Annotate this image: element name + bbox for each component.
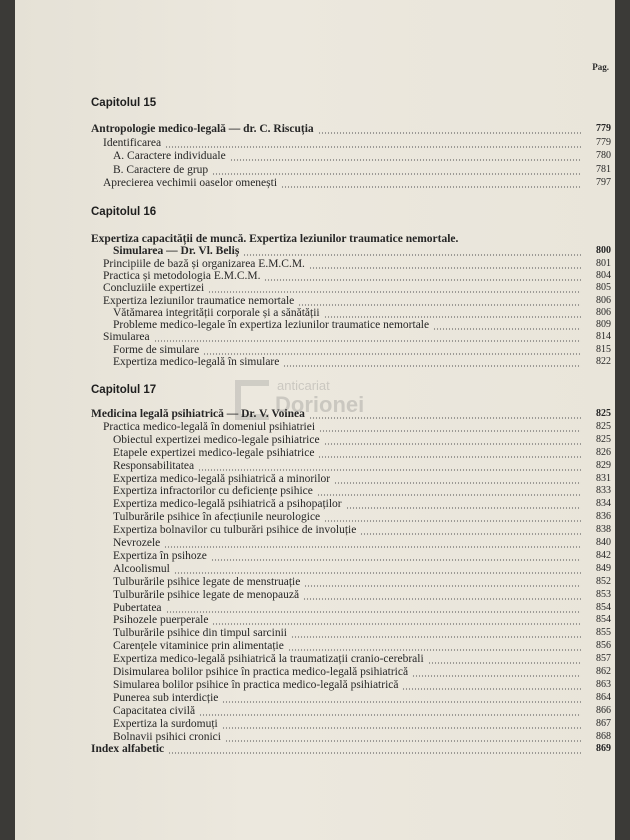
toc-page-number: 833 bbox=[596, 485, 611, 497]
dot-leader bbox=[318, 456, 581, 458]
dot-leader bbox=[174, 572, 581, 574]
toc-entry bbox=[15, 434, 615, 446]
toc-page-number: 857 bbox=[596, 653, 611, 665]
dot-leader bbox=[230, 159, 581, 161]
toc-entry-title: Bolnavii psihici cronici bbox=[113, 730, 221, 743]
toc-entry-title: A. Caractere individuale bbox=[113, 150, 226, 162]
toc-entry bbox=[15, 177, 615, 189]
dot-leader bbox=[198, 469, 581, 471]
toc-page-number: 825 bbox=[596, 433, 611, 445]
toc-page-number: 834 bbox=[596, 498, 611, 510]
dot-leader bbox=[212, 623, 581, 625]
toc-entry-title: Obiectul expertizei medico-legale psihiatrice bbox=[113, 433, 320, 446]
toc-entry-title: Practica medico-legală în domeniul psihiatriei bbox=[103, 420, 316, 433]
toc-entry bbox=[15, 731, 615, 743]
dot-leader bbox=[283, 365, 581, 367]
toc-page-number: 822 bbox=[596, 356, 611, 367]
toc-entry-title: Medicina legală psihiatrică — Dr. V. Voinea bbox=[91, 408, 305, 420]
toc-entry bbox=[15, 356, 615, 368]
toc-page-number: 853 bbox=[596, 588, 611, 600]
toc-entry-title: Punerea sub interdicție bbox=[113, 691, 219, 704]
toc-entry-title: Carențele vitaminice prin alimentație bbox=[113, 640, 284, 653]
toc-page-number: 862 bbox=[596, 666, 611, 677]
toc-page-number: 842 bbox=[596, 549, 611, 561]
dot-leader bbox=[324, 316, 581, 318]
toc-entry bbox=[15, 666, 615, 678]
dot-leader bbox=[360, 533, 581, 535]
toc-page-number: 856 bbox=[596, 640, 611, 652]
toc-page-number: 801 bbox=[596, 257, 611, 269]
chapter-title: Capitolul 17 bbox=[91, 384, 157, 396]
dot-leader bbox=[211, 559, 581, 561]
toc-entry bbox=[15, 282, 615, 294]
toc-entry bbox=[15, 743, 615, 755]
toc-page-number: 829 bbox=[596, 459, 611, 471]
dot-leader bbox=[203, 353, 581, 355]
toc-page-number: 854 bbox=[596, 614, 611, 626]
toc-entry-title: Practica și metodologia E.M.C.M. bbox=[103, 269, 261, 282]
toc-entry bbox=[15, 550, 615, 562]
dot-leader bbox=[222, 701, 581, 703]
dot-leader bbox=[222, 727, 581, 729]
toc-entry-title: Tulburările psihice legate de menstruație bbox=[113, 575, 301, 588]
toc-page-number: 814 bbox=[596, 331, 611, 343]
toc-entry bbox=[15, 705, 615, 717]
dot-leader bbox=[243, 254, 581, 256]
dot-leader bbox=[318, 132, 581, 134]
toc-page-number: 779 bbox=[596, 136, 611, 148]
toc-entry bbox=[15, 589, 615, 601]
toc-entry-title: Identificarea bbox=[103, 136, 162, 149]
toc-entry bbox=[15, 258, 615, 270]
dot-leader bbox=[166, 611, 581, 613]
toc-page-number: 805 bbox=[596, 282, 611, 294]
toc-entry-title: Tulburările psihice din timpul sarcinii bbox=[113, 627, 287, 640]
toc-entry-title: Expertiza în psihoze bbox=[113, 549, 207, 562]
toc-entry-title: Expertiza medico-legală psihiatrică a minorilor bbox=[113, 472, 331, 485]
toc-page-number: 869 bbox=[596, 743, 611, 755]
toc-entry-title: Expertiza medico-legală în simulare bbox=[113, 356, 280, 368]
toc-page-number: 825 bbox=[596, 420, 611, 432]
toc-entry bbox=[15, 485, 615, 497]
dot-leader bbox=[309, 417, 581, 419]
toc-page-number: 864 bbox=[596, 691, 611, 703]
toc-page-number: 825 bbox=[596, 408, 611, 419]
toc-entry bbox=[15, 150, 615, 162]
dot-leader bbox=[298, 304, 581, 306]
toc-page-number: 806 bbox=[596, 294, 611, 306]
dot-leader bbox=[154, 340, 581, 342]
toc-entry bbox=[15, 511, 615, 523]
toc-entry-title: Aprecierea vechimii oaselor omenești bbox=[103, 177, 278, 189]
toc-page-number: 867 bbox=[596, 717, 611, 729]
toc-entry bbox=[15, 563, 615, 575]
toc-entry bbox=[15, 614, 615, 626]
dot-leader bbox=[324, 520, 581, 522]
toc-entry bbox=[15, 233, 615, 245]
toc-entry bbox=[15, 576, 615, 588]
dot-leader bbox=[334, 482, 581, 484]
dot-leader bbox=[433, 328, 581, 330]
toc-entry-title: Expertiza infractorilor cu deficiențe psihice bbox=[113, 485, 313, 498]
toc-entry bbox=[15, 331, 615, 343]
dot-leader bbox=[168, 752, 581, 754]
toc-page-number: 866 bbox=[596, 704, 611, 716]
toc-entry-title: Simularea bolilor psihice în practica medico-legală psihiatrică bbox=[113, 678, 399, 691]
toc-page-number: 863 bbox=[596, 678, 611, 690]
toc-entry-title: B. Caractere de grup bbox=[113, 163, 209, 176]
dot-leader bbox=[309, 267, 581, 269]
toc-entry-title: Expertiza la surdomuți bbox=[113, 717, 218, 730]
toc-page-number: 852 bbox=[596, 575, 611, 587]
toc-entry bbox=[15, 408, 615, 420]
toc-entry bbox=[15, 524, 615, 536]
toc-entry bbox=[15, 137, 615, 149]
toc-entry bbox=[15, 498, 615, 510]
dot-leader bbox=[281, 186, 581, 188]
toc-page-number: 806 bbox=[596, 306, 611, 318]
toc-entry bbox=[15, 447, 615, 459]
toc-entry bbox=[15, 319, 615, 331]
dot-leader bbox=[225, 740, 581, 742]
toc-entry bbox=[15, 421, 615, 433]
watermark-text-1: anticariat bbox=[277, 378, 330, 393]
toc-page-number: 804 bbox=[596, 269, 611, 281]
toc-page-number: 831 bbox=[596, 472, 611, 484]
dot-leader bbox=[319, 430, 581, 432]
document-page bbox=[15, 0, 615, 840]
toc-entry bbox=[15, 653, 615, 665]
toc-page-number: 826 bbox=[596, 446, 611, 458]
toc-entry-title: Etapele expertizei medico-legale psihiatrice bbox=[113, 446, 315, 459]
toc-page-number: 840 bbox=[596, 537, 611, 548]
toc-entry-title: Alcoolismul bbox=[113, 562, 170, 575]
toc-entry-title: Principiile de bază și organizarea E.M.C.M. bbox=[103, 257, 305, 270]
toc-entry-title: Tulburările psihice în afecțiunile neurologice bbox=[113, 511, 321, 524]
toc-page-number: 868 bbox=[596, 730, 611, 742]
toc-entry bbox=[15, 473, 615, 485]
toc-page-number: 780 bbox=[596, 150, 611, 161]
toc-entry-title: Expertiza capacității de muncă. Expertiza leziunilor traumatice nemortale. bbox=[91, 233, 459, 245]
toc-entry bbox=[15, 640, 615, 652]
dot-leader bbox=[199, 714, 581, 716]
toc-entry bbox=[15, 537, 615, 549]
dot-leader bbox=[264, 279, 581, 281]
toc-page-number: 838 bbox=[596, 524, 611, 536]
toc-entry bbox=[15, 164, 615, 176]
dot-leader bbox=[402, 688, 581, 690]
toc-entry bbox=[15, 307, 615, 319]
dot-leader bbox=[346, 507, 581, 509]
toc-entry bbox=[15, 718, 615, 730]
toc-entry bbox=[15, 344, 615, 356]
toc-entry-title: Expertiza medico-legală psihiatrică a psihopaților bbox=[113, 498, 342, 511]
toc-entry bbox=[15, 627, 615, 639]
toc-entry bbox=[15, 123, 615, 135]
chapter-title: Capitolul 15 bbox=[91, 97, 157, 109]
toc-entry bbox=[15, 270, 615, 282]
toc-page-number: 809 bbox=[596, 319, 611, 331]
toc-entry-title: Expertiza leziunilor traumatice nemortale bbox=[103, 294, 295, 307]
dot-leader bbox=[288, 649, 581, 651]
toc-entry bbox=[15, 460, 615, 472]
toc-entry-title: Psihozele puerperale bbox=[113, 614, 209, 627]
dot-leader bbox=[412, 675, 581, 677]
toc-entry-title: Pubertatea bbox=[113, 601, 162, 614]
toc-page-number: 854 bbox=[596, 601, 611, 613]
toc-entry bbox=[15, 295, 615, 307]
toc-page-number: 855 bbox=[596, 627, 611, 639]
toc-entry-title: Responsabilitatea bbox=[113, 459, 195, 472]
page-column-label: Pag. bbox=[592, 62, 609, 72]
dot-leader bbox=[291, 636, 581, 638]
dot-leader bbox=[164, 546, 581, 548]
toc-entry-title: Antropologie medico-legală — dr. C. Riscuția bbox=[91, 123, 314, 135]
toc-entry-title: Capacitatea civilă bbox=[113, 704, 196, 717]
toc-entry-title: Vătămarea integrității corporale și a sănătății bbox=[113, 306, 320, 319]
toc-entry bbox=[15, 679, 615, 691]
toc-entry-title: Simularea — Dr. Vl. Beliș bbox=[113, 245, 240, 258]
toc-entry-title: Expertiza bolnavilor cu tulburări psihice de involuție bbox=[113, 524, 357, 537]
dot-leader bbox=[212, 173, 581, 175]
toc-entry-title: Concluziile expertizei bbox=[103, 282, 205, 295]
chapter-title: Capitolul 16 bbox=[91, 206, 157, 218]
toc-entry bbox=[15, 602, 615, 614]
dot-leader bbox=[428, 662, 581, 664]
toc-entry bbox=[15, 692, 615, 704]
toc-page-number: 797 bbox=[596, 177, 611, 188]
toc-entry-title: Nevrozele bbox=[113, 537, 161, 549]
toc-page-number: 836 bbox=[596, 511, 611, 523]
toc-page-number: 781 bbox=[596, 163, 611, 175]
toc-entry-title: Index alfabetic bbox=[91, 743, 165, 756]
toc-entry-title: Disimularea bolilor psihice în practica medico-legală psihiatrică bbox=[113, 666, 409, 678]
dot-leader bbox=[303, 598, 581, 600]
dot-leader bbox=[304, 585, 581, 587]
toc-entry-title: Probleme medico-legale în expertiza leziunilor traumatice nemortale bbox=[113, 319, 430, 332]
toc-entry-title: Simularea bbox=[103, 331, 150, 344]
toc-page-number: 779 bbox=[596, 123, 611, 134]
toc-page-number: 815 bbox=[596, 343, 611, 355]
toc-entry-title: Tulburările psihice legate de menopauză bbox=[113, 588, 300, 601]
toc-entry-title: Forme de simulare bbox=[113, 343, 200, 356]
toc-entry bbox=[15, 245, 615, 257]
toc-entry-title: Expertiza medico-legală psihiatrică la traumatizații cranio-cerebrali bbox=[113, 653, 424, 666]
toc-page-number: 800 bbox=[596, 245, 611, 257]
dot-leader bbox=[208, 291, 581, 293]
dot-leader bbox=[317, 494, 581, 496]
watermark-text-2: Dorionei bbox=[275, 392, 365, 417]
dot-leader bbox=[324, 443, 581, 445]
toc-page-number: 849 bbox=[596, 562, 611, 574]
dot-leader bbox=[165, 146, 581, 148]
